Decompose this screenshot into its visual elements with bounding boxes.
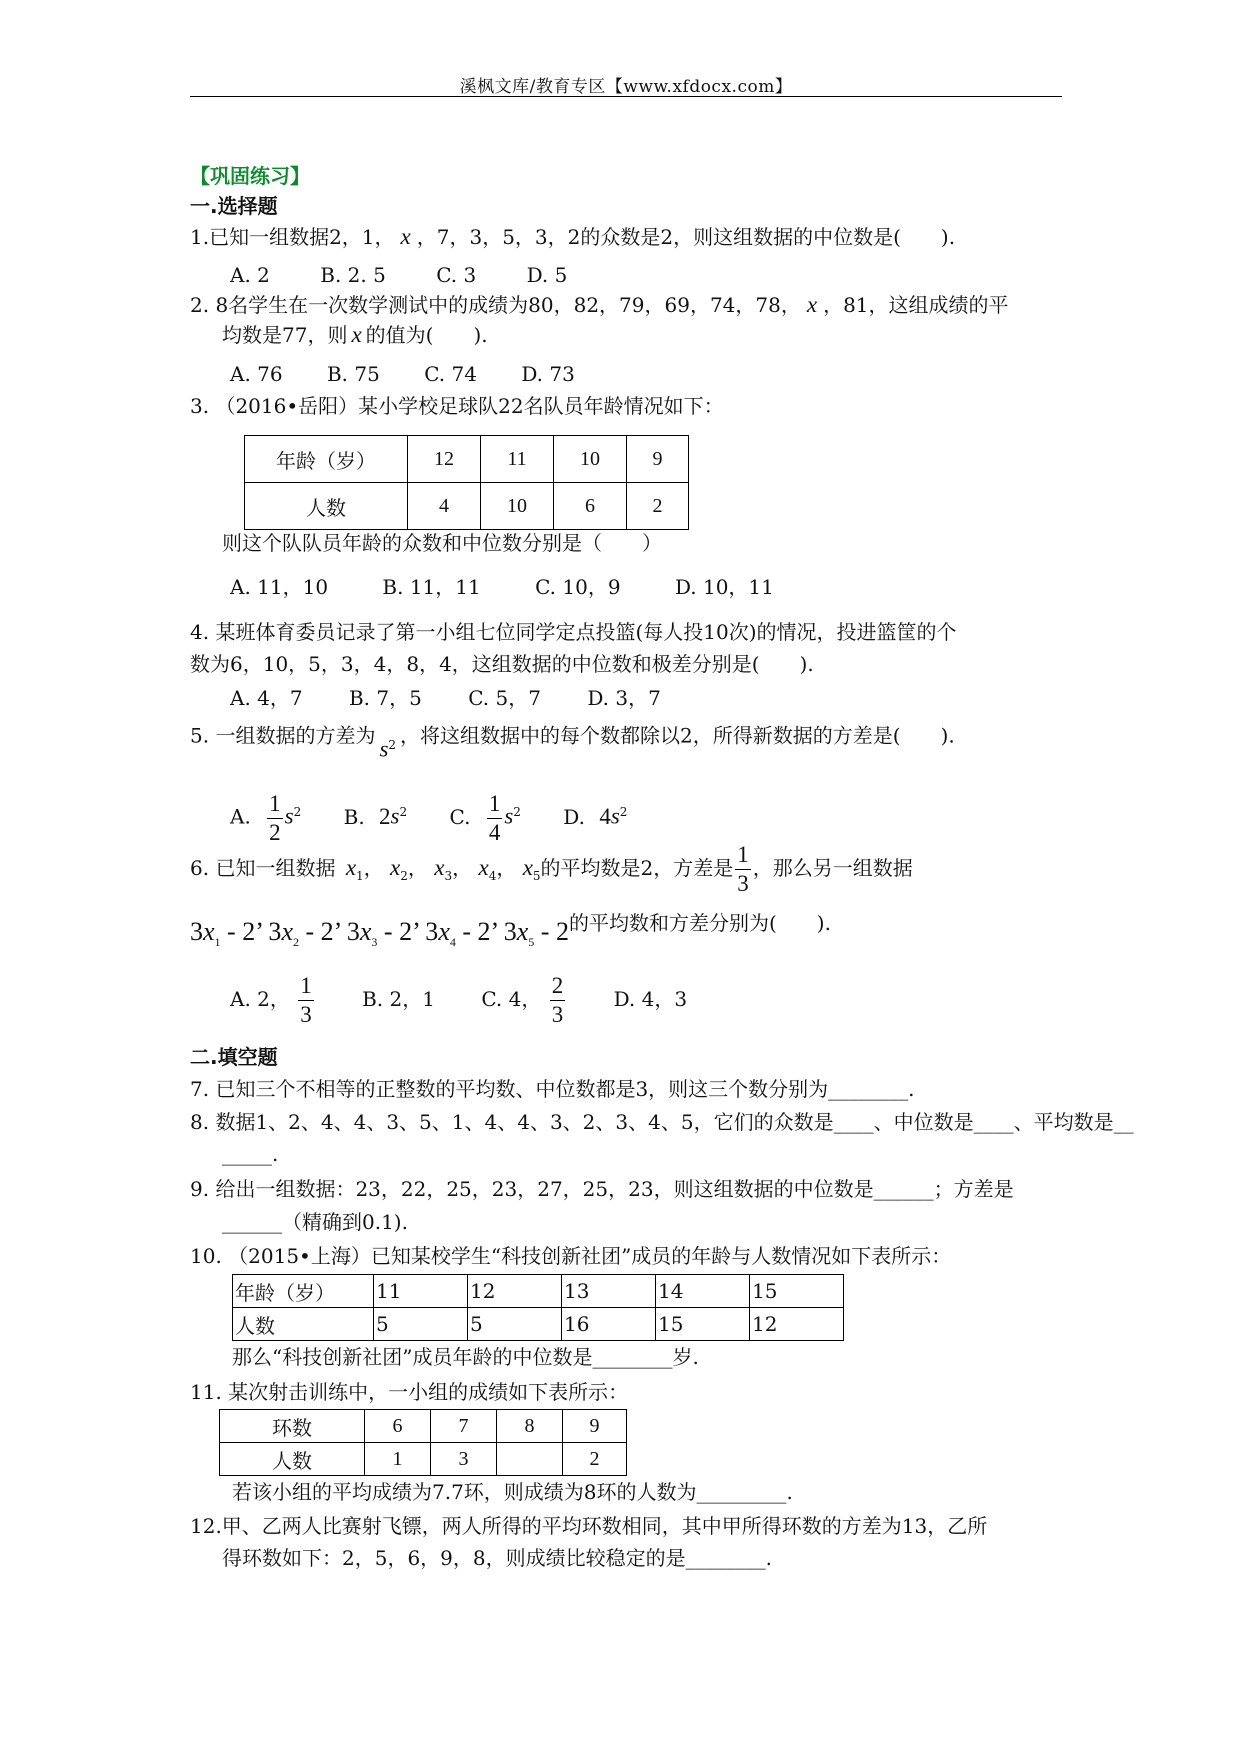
table-cell: 6 (554, 483, 627, 530)
part2-title: 二.填空题 (190, 1045, 278, 1069)
q6-options (230, 971, 687, 1029)
question-12-line1: 12.甲、乙两人比赛射飞镖，两人所得的平均环数相同，其中甲所得环数的方差为13，乙所 (190, 1514, 988, 1538)
q6-option-b: B. 2，1 (362, 987, 435, 1011)
q3-option-b: B. 11，11 (382, 575, 481, 599)
q11-after: 若该小组的平均成绩为7.7环，则成绩为8环的人数为_________. (232, 1480, 793, 1504)
table-row (245, 436, 689, 483)
q10-age-table (232, 1274, 844, 1341)
q11-score-table (219, 1409, 627, 1476)
q6-option-a: A. 2， (230, 987, 290, 1011)
table-cell: 6 (365, 1410, 431, 1443)
question-8-line2: _____. (222, 1142, 279, 1166)
question-6-line2 (190, 912, 831, 962)
table-cell: 5 (374, 1308, 468, 1341)
q3-option-c: C. 10，9 (535, 575, 621, 599)
table-cell: 2 (627, 483, 689, 530)
q2-var: x (806, 292, 818, 317)
q1-options (230, 261, 567, 289)
table-row (233, 1275, 844, 1308)
table-cell: 9 (563, 1410, 627, 1443)
table-cell: 16 (562, 1308, 656, 1341)
q2-line1-b: ，81，这组成绩的平 (823, 293, 1009, 317)
q5-option-c: C. (449, 804, 471, 829)
page-header: 溪枫文库/教育专区【www.xfdocx.com】 (459, 77, 793, 97)
table-row (233, 1308, 844, 1341)
q3-option-d: D. 10，11 (674, 575, 774, 599)
q6-line2-tail: 的平均数和方差分别为( ). (568, 911, 831, 935)
table-cell: 5 (468, 1308, 562, 1341)
q1-option-b: B. 2. 5 (320, 263, 386, 287)
table-cell: 13 (562, 1275, 656, 1308)
q6-c-fraction: $\frac{2}{3}$ (551, 973, 564, 1027)
q2-option-b: B. 75 (326, 362, 380, 386)
q6-text-a: 6. 已知一组数据 (190, 856, 336, 880)
table-cell: 环数 (220, 1410, 365, 1443)
table-row (245, 483, 689, 530)
question-3: 3. （2016•岳阳）某小学校足球队22名队员年龄情况如下： (190, 394, 724, 418)
question-8-line1: 8. 数据1、2、4、4、3、5、1、4、4、3、2、3、4、5，它们的众数是____、中位数是____、平均数是__ (190, 1110, 1134, 1134)
q5-options: A. $\frac{1}{2}$ $s^2$ B. $2s^2$ C. $\frac{1}{4}$ $s^2$ D. $4s^2$ (230, 790, 628, 845)
q2-option-d: D. 73 (521, 362, 575, 386)
table-cell: 10 (481, 483, 554, 530)
q3-after: 则这个队队员年龄的众数和中位数分别是（ ） (222, 531, 662, 555)
q10-after: 那么“科技创新社团”成员年龄的中位数是________岁. (232, 1345, 699, 1369)
q6-a-fraction: $\frac{1}{3}$ (300, 973, 312, 1027)
q5-text-a: 5. 一组数据的方差为 (190, 723, 376, 748)
q6-expression: $3x_1 - 2$’ $3x_2 - 2$’ $3x_3 - 2$’ $3x_4 - 2$’ $3x_5 - 2$ (190, 917, 569, 950)
header-rule (190, 96, 1062, 97)
question-9-line2: ______（精确到0.1). (222, 1210, 408, 1234)
q1-option-d: D. 5 (526, 263, 568, 287)
table-cell: 11 (481, 436, 554, 483)
q5-var: s (379, 736, 389, 762)
table-cell: 年龄（岁） (245, 436, 408, 483)
q1-text-a: 1.已知一组数据2，1， (190, 225, 395, 249)
question-9-line1: 9. 给出一组数据：23，22，25，23，27，25，23，则这组数据的中位数是______；方差是 (190, 1177, 1014, 1201)
q4-option-b: B. 7，5 (348, 686, 422, 710)
q5-option-b: B. (343, 804, 365, 829)
table-cell: 年龄（岁） (233, 1275, 374, 1308)
q2-line2-a: 均数是77，则 (222, 323, 348, 347)
table-cell: 11 (374, 1275, 468, 1308)
question-12-line2: 得环数如下：2，5，6，9，8，则成绩比较稳定的是________. (222, 1546, 772, 1570)
table-cell (497, 1443, 563, 1476)
table-row (220, 1410, 627, 1443)
q5-option-a: A. (230, 804, 251, 829)
table-cell: 10 (554, 436, 627, 483)
q2-option-c: C. 74 (424, 362, 477, 386)
q6-variance-fraction: $\frac{1}{3}$ (737, 842, 749, 896)
q2-option-a: A. 76 (230, 362, 283, 386)
table-cell: 2 (563, 1443, 627, 1476)
q4-options (230, 684, 661, 712)
table-cell: 7 (431, 1410, 497, 1443)
q5-text-b: ，将这组数据中的每个数都除以2，所得新数据的方差是( ). (400, 723, 955, 748)
table-cell: 12 (468, 1275, 562, 1308)
table-cell: 12 (750, 1308, 844, 1341)
q3-age-table (244, 435, 689, 530)
table-cell: 人数 (220, 1443, 365, 1476)
question-2-line2 (222, 321, 488, 349)
q4-option-c: C. 5，7 (468, 686, 541, 710)
table-cell: 8 (497, 1410, 563, 1443)
q6-option-c: C. 4， (481, 987, 542, 1011)
table-cell: 12 (408, 436, 481, 483)
q6-text-b: 的平均数是2，方差是 (540, 856, 734, 880)
question-10: 10. （2015•上海）已知某校学生“科技创新社团”成员的年龄与人数情况如下表所示： (190, 1244, 952, 1268)
q3-option-a: A. 11，10 (230, 575, 329, 599)
part1-title: 一.选择题 (190, 194, 278, 218)
question-7: 7. 已知三个不相等的正整数的平均数、中位数都是3，则这三个数分别为________. (190, 1077, 915, 1101)
table-cell: 4 (408, 483, 481, 530)
q1-option-c: C. 3 (436, 263, 477, 287)
q4-option-d: D. 3，7 (587, 686, 661, 710)
section-title: 【巩固练习】 (190, 164, 310, 188)
q2-line2-b: 的值为( ). (365, 323, 488, 347)
q2-line1-a: 2. 8名学生在一次数学测试中的成绩为80，82，79，69，74，78， (190, 293, 801, 317)
question-4-line2: 数为6，10，5，3，4，8，4，这组数据的中位数和极差分别是( ). (190, 652, 814, 676)
question-5: 5. 一组数据的方差为$s^2$ ，将这组数据中的每个数都除以2，所得新数据的方差是( ). (190, 723, 955, 762)
table-cell: 9 (627, 436, 689, 483)
q2-var-2: x (351, 322, 362, 347)
question-11: 11. 某次射击训练中，一小组的成绩如下表所示： (190, 1380, 629, 1404)
table-cell: 15 (656, 1308, 750, 1341)
table-cell: 1 (365, 1443, 431, 1476)
q4-option-a: A. 4，7 (230, 686, 303, 710)
table-row (220, 1443, 627, 1476)
q1-var: x (400, 224, 411, 249)
q1-text-b: ，7，3，5，3，2的众数是2，则这组数据的中位数是( ). (416, 225, 956, 249)
question-6-line1: 6. 已知一组数据 $x_1$， $x_2$， $x_3$， $x_4$， $x_5$的平均数是2，方差是 $\frac{1}{3}$ ，那么另一组数据 (190, 842, 913, 896)
q5-option-d: D. (563, 804, 585, 829)
q5-a-fraction: $\frac{1}{2}$ (269, 790, 281, 845)
q3-options (230, 573, 774, 601)
question-2-line1 (190, 291, 1009, 319)
q6-option-d: D. 4，3 (613, 987, 688, 1011)
q1-option-a: A. 2 (230, 263, 270, 287)
q6-text-c: ，那么另一组数据 (752, 856, 913, 880)
table-cell: 人数 (245, 483, 408, 530)
table-cell: 人数 (233, 1308, 374, 1341)
table-cell: 3 (431, 1443, 497, 1476)
question-4-line1: 4. 某班体育委员记录了第一小组七位同学定点投篮(每人投10次)的情况，投进篮筐的个 (190, 620, 957, 644)
q5-c-fraction: $\frac{1}{4}$ (488, 790, 501, 845)
table-cell: 15 (750, 1275, 844, 1308)
table-cell: 14 (656, 1275, 750, 1308)
q2-options (230, 360, 575, 388)
question-1 (190, 223, 955, 251)
